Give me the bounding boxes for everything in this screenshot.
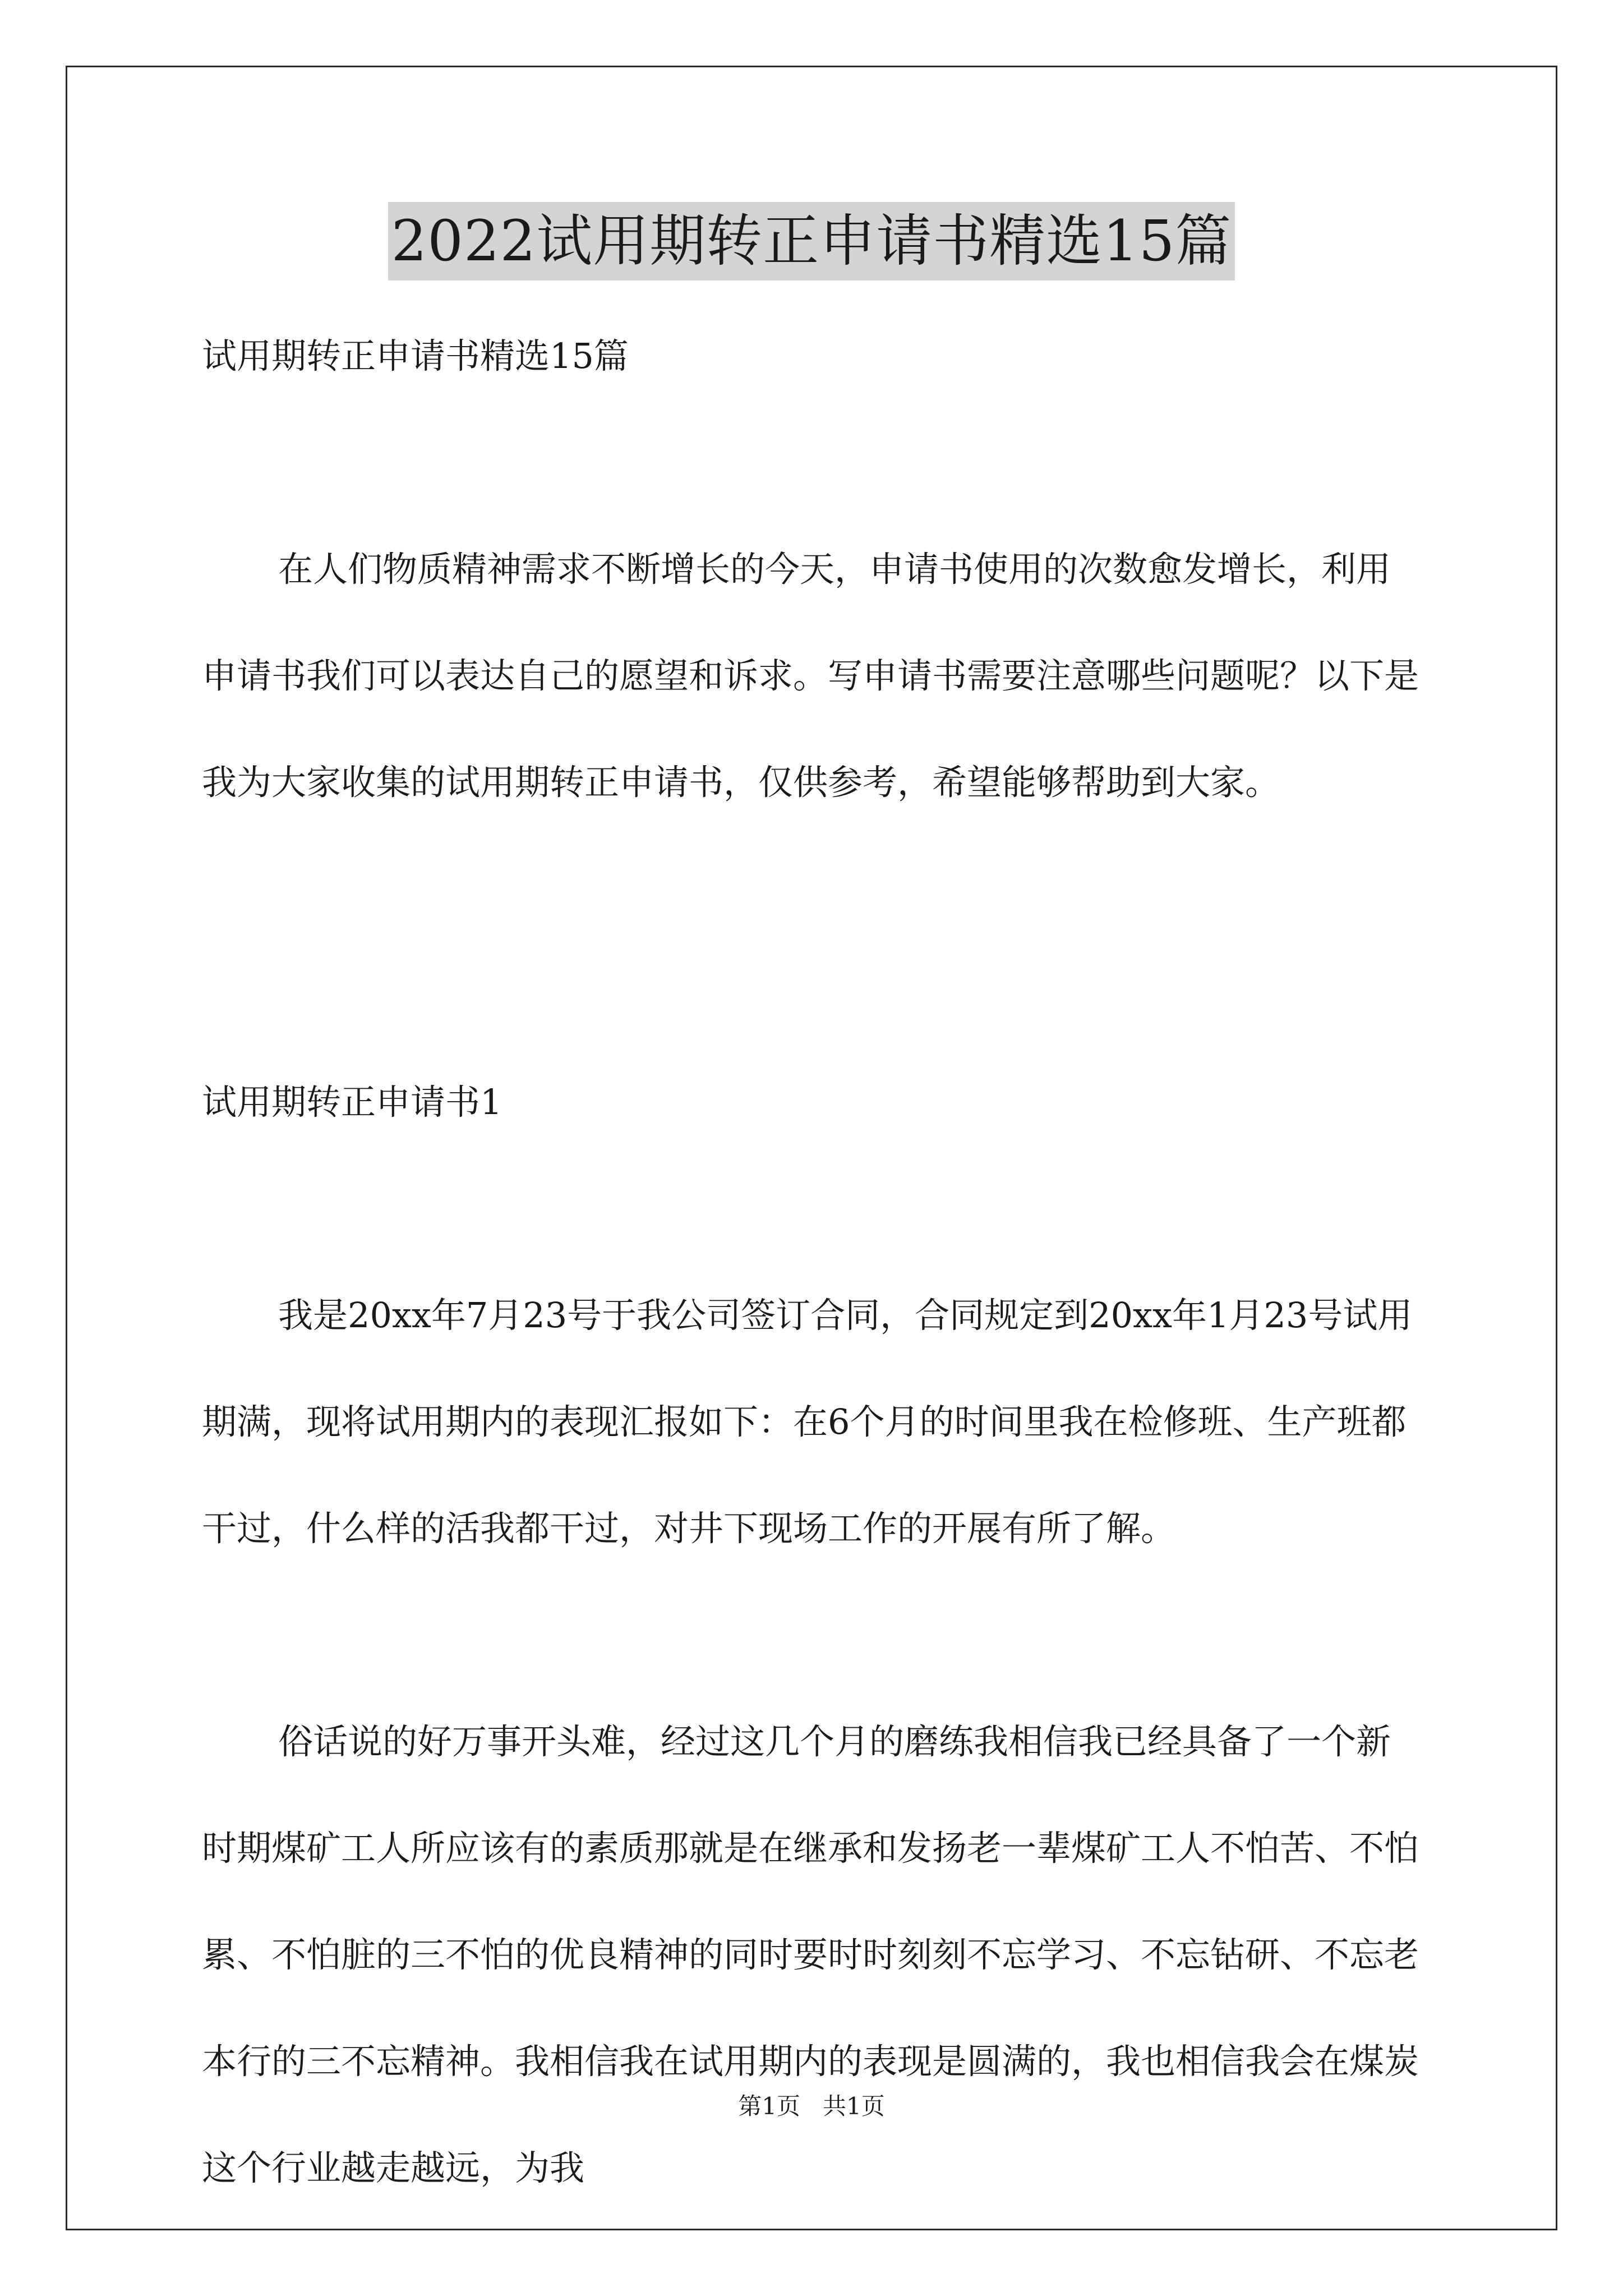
intro-paragraph: 在人们物质精神需求不断增长的今天，申请书使用的次数愈发增长，利用申请书我们可以表达自己的愿望和诉求。写申请书需要注意哪些问题呢？以下是我为大家收集的试用期转正申请书，仅供参考，希望能够帮助到大家。 [202,549,1419,803]
document-title: 2022试用期转正申请书精选15篇 [388,202,1235,280]
page-number: 第1页 [738,2092,800,2120]
paragraph-gap [202,1156,1424,1262]
page-total: 共1页 [823,2092,885,2120]
paragraph-gap [202,942,1424,1049]
document-subtitle: 试用期转正申请书精选15篇 [202,335,629,376]
section-heading: 试用期转正申请书1 [202,1082,502,1122]
body-paragraph: 我是20xx年7月23号于我公司签订合同，合同规定到20xx年1月23号试用期满，现将试用期内的表现汇报如下：在6个月的时间里我在检修班、生产班都干过，什么样的活我都干过，对井下现场工作的开展有所了解。 [202,1295,1413,1549]
paragraph-gap [202,409,1424,516]
paragraph-gap [202,1582,1424,1688]
paragraph-gap [202,836,1424,942]
title-container [0,202,1623,280]
document-body [202,303,1424,2221]
body-paragraph: 俗话说的好万事开头难，经过这几个月的磨练我相信我已经具备了一个新时期煤矿工人所应该有的素质那就是在继承和发扬老一辈煤矿工人不怕苦、不怕累、不怕脏的三不怕的优良精神的同时要时时刻刻不忘学习、不忘钻研、不忘老本行的三不忘精神。我相信我在试用期内的表现是圆满的，我也相信我会在煤炭这个行业越走越远，为我 [202,1721,1419,2188]
page-footer [0,2090,1623,2123]
